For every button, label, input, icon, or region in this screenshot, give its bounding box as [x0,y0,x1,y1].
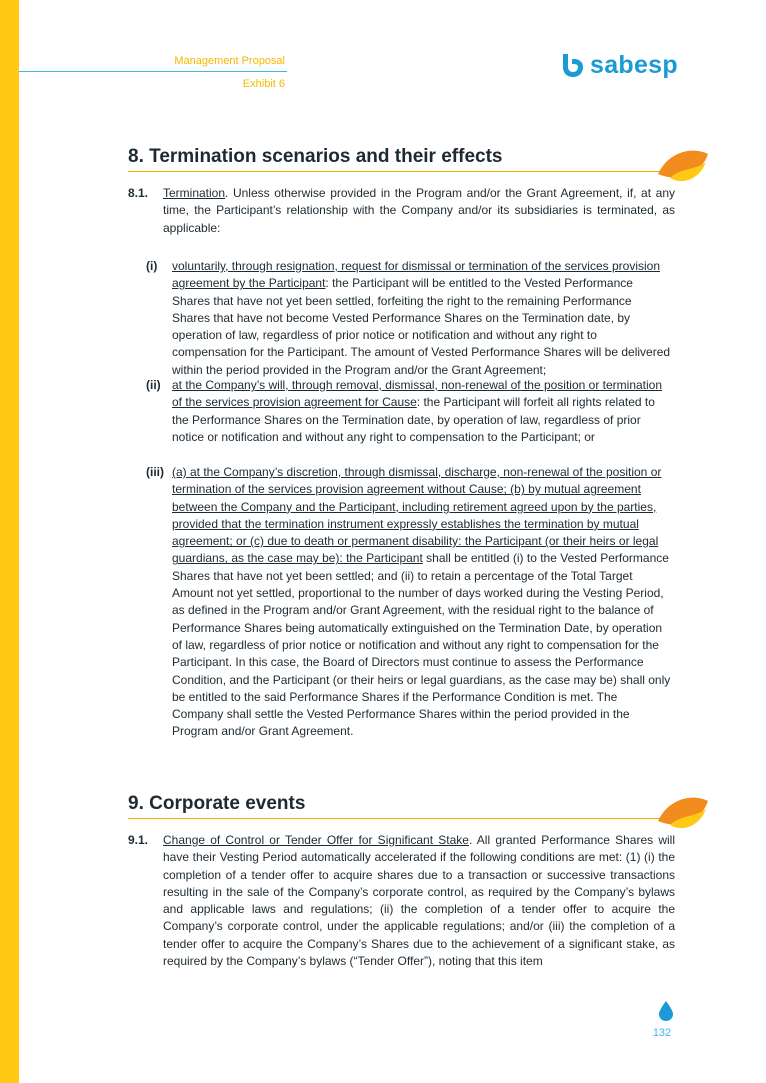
header-subtitle: Exhibit 6 [242,78,285,90]
section-8-title: 8. Termination scenarios and their effects [128,146,503,167]
section-9-rule [128,818,668,819]
sabesp-logo [560,51,678,79]
sabesp-logo-icon [560,51,586,79]
item-ii [172,377,672,446]
item-ii-text: : the Participant will forfeit all rights related to the Performance Shares on the Termination date, by operation of law, regardless of prior notice or notification and without any right to compensation to the Participant; or [172,395,655,444]
sabesp-logo-text: sabesp [590,51,678,79]
para-9-1-number: 9.1. [128,833,149,847]
para-8-1-text: . Unless otherwise provided in the Program and/or the Grant Agreement, if, at any time, the Participant’s relationship with the Company and/or its subsidiaries is terminated, as applicable: [163,186,675,235]
para-9-1 [163,832,675,970]
item-i-underlined: voluntarily, through resignation, request for dismissal or termination of the services provision agreement by the Participant [172,259,661,291]
para-8-1-number: 8.1. [128,186,149,200]
header-title: Management Proposal [174,55,285,67]
item-iii-underlined: (a) at the Company’s discretion, through dismissal, discharge, non-renewal of the position or termination of the services provision agreement without Cause; (b) by mutual agreement between the Company and the Participant, including retirement agreed upon by the parties, provided that the termination instrument expressly establishes the termination by mutual agreement; or (c) due to death or permanent disability: the Participant (or their heirs or legal guardians, as the case may be): the Participant [172,465,662,566]
item-ii-label: (ii) [146,378,161,392]
orange-leaf-icon [656,148,710,186]
item-ii-underlined: at the Company’s will, through removal, dismissal, non-renewal of the position or termination of the services provision agreement for Cause [172,378,663,410]
para-9-1-heading: Change of Control or Tender Offer for Significant Stake [163,833,469,847]
item-i-text: : the Participant will be entitled to the Vested Performance Shares that have not yet been settled, forfeiting the right to the remaining Performance Shares that have not become Vested Performance Shares on the Termination date, by operation of law, regardless of prior notice or notification and without any right to compensation for the Participant. The amount of Vested Performance Shares will be delivered within the period provided in the Program and/or the Grant Agreement; [172,276,671,377]
para-8-1-heading: Termination [163,186,226,200]
header-rule [19,71,287,72]
page-number: 132 [652,1027,672,1039]
item-iii-label: (iii) [146,465,164,479]
item-iii-text: shall be entitled (i) to the Vested Performance Shares that have not yet been settled; and (ii) to retain a percentage of the Total Target Amount not yet settled, proportional to the number of days worked during the Vesting Period, as defined in the Program and/or Grant Agreement, with the residual right to the balance of Performance Shares being automatically extinguished on the Termination Date, by operation of law, regardless of prior notice or notification and without any right to compensation for the Participant. In this case, the Board of Directors must continue to assess the Performance Condition, and the Participant (or their heirs or legal guardians, as the case may be) shall only be entitled to the said Performance Shares if the Performance Condition is met. The Company shall settle the Vested Performance Shares within the period provided in the Program and/or Grant Agreement. [172,551,671,739]
para-8-1 [163,185,675,237]
left-sidebar-bar [0,0,19,1083]
section-9-title: 9. Corporate events [128,793,306,814]
item-i-label: (i) [146,259,158,273]
water-drop-icon [659,1001,673,1021]
item-iii [172,464,672,741]
orange-leaf-icon [656,795,710,833]
item-i [172,258,672,379]
para-9-1-text: . All granted Performance Shares will have their Vesting Period automatically accelerated if the following conditions are met: (1) (i) the completion of a tender offer to acquire shares due to a transaction or successive transactions resulting in the sale of the Company’s corporate control, as required by the Company’s bylaws and applicable laws and regulations; (ii) the completion of a tender offer to acquire the Company’s corporate control, under the applicable regulations; and/or (iii) the completion of a tender offer to acquire the Company’s Shares due to the achievement of a significant stake, as required by the Company’s bylaws (“Tender Offer”), noting that this item [163,833,675,969]
section-8-rule [128,171,668,172]
